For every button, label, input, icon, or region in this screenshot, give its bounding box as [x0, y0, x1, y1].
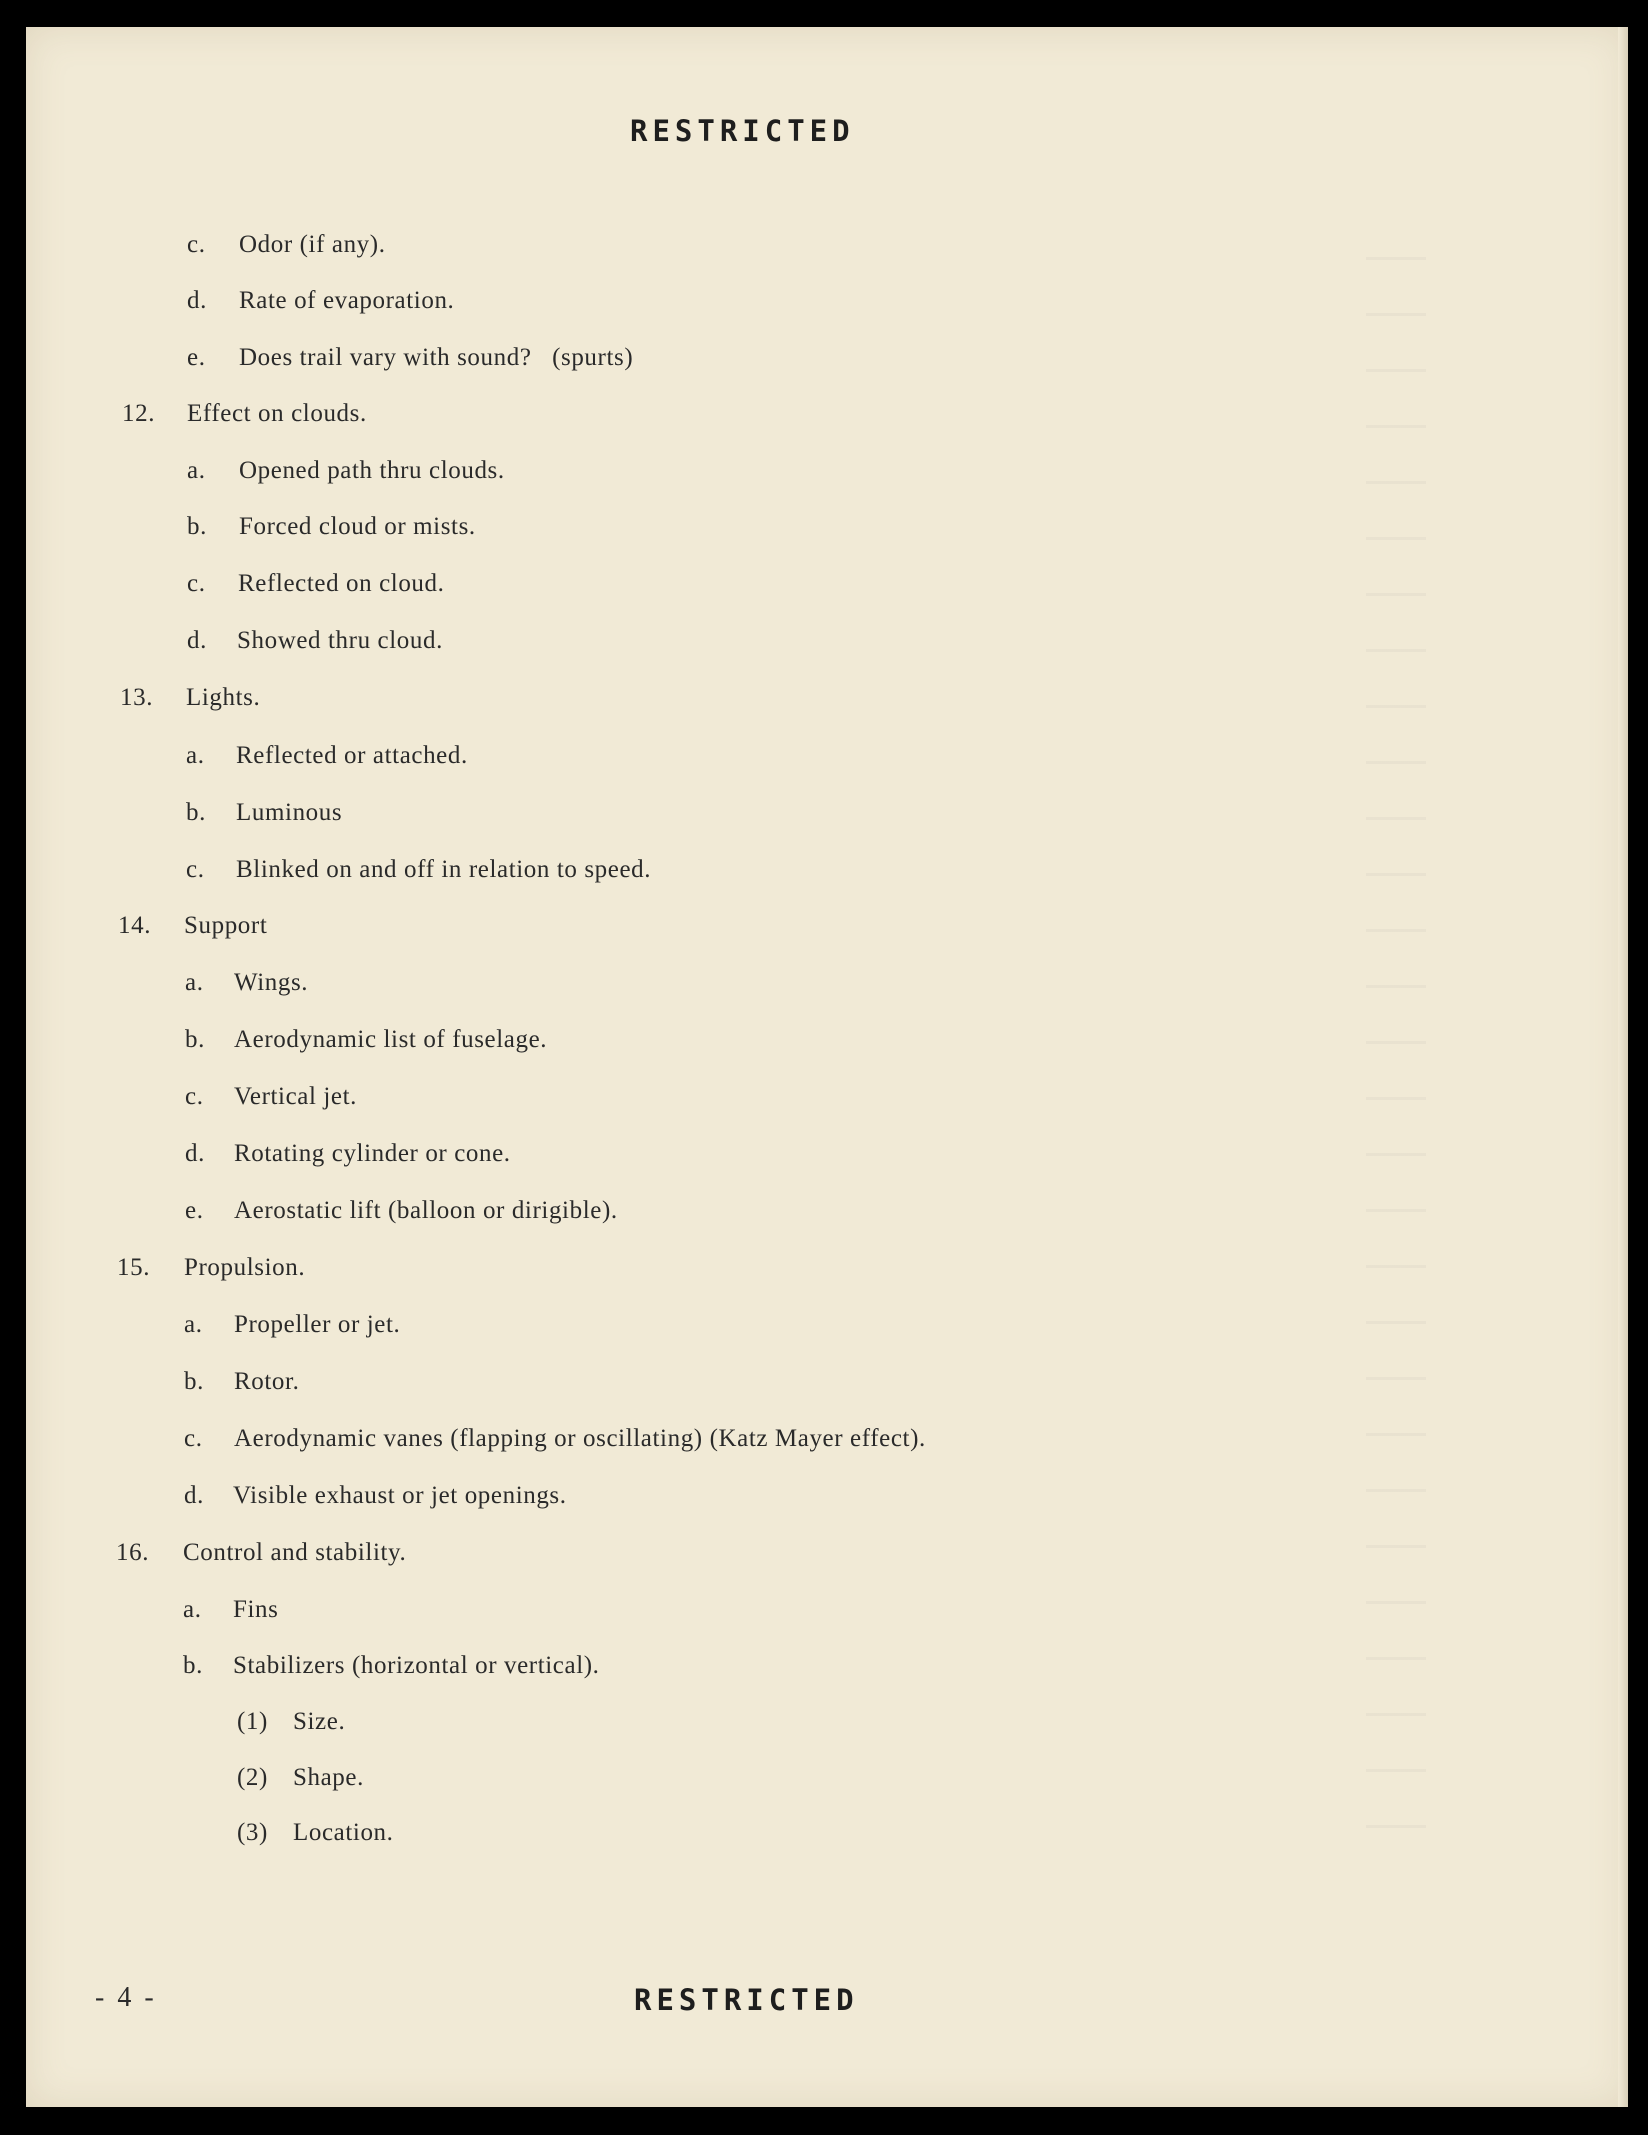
- item-label: d.: [187, 627, 207, 654]
- item-label: (1): [237, 1708, 268, 1735]
- item-label: a.: [184, 1311, 203, 1338]
- list-item: [185, 1083, 358, 1111]
- item-label: 12.: [122, 400, 156, 427]
- footer-classification: RESTRICTED: [634, 1983, 859, 2017]
- item-label: c.: [186, 856, 205, 883]
- item-label: (2): [237, 1764, 268, 1791]
- page-edge: [1618, 27, 1628, 2107]
- item-text: Fins: [233, 1596, 279, 1623]
- item-text: Odor (if any).: [239, 231, 386, 258]
- item-label: a.: [187, 457, 206, 484]
- list-item: [185, 1197, 618, 1225]
- list-item: [116, 1539, 407, 1567]
- list-item: [184, 1482, 567, 1510]
- item-text: Wings.: [234, 969, 309, 996]
- item-text: Visible exhaust or jet openings.: [233, 1482, 567, 1509]
- item-text: Rotor.: [234, 1368, 300, 1395]
- item-text: Luminous: [236, 799, 343, 826]
- item-label: c.: [185, 1083, 204, 1110]
- item-label: d.: [187, 287, 207, 314]
- list-item: [187, 231, 386, 259]
- item-label: e.: [187, 344, 206, 371]
- item-label: a.: [186, 742, 205, 769]
- list-item: [186, 856, 652, 884]
- list-item: [187, 287, 455, 315]
- list-item: [118, 912, 268, 940]
- item-label: 16.: [116, 1539, 150, 1566]
- item-label: c.: [184, 1425, 203, 1452]
- list-item: [185, 1026, 548, 1054]
- list-item: [237, 1764, 364, 1792]
- item-text: Support: [184, 912, 268, 939]
- list-item: [183, 1652, 600, 1680]
- item-label: c.: [187, 231, 206, 258]
- page-number: - 4 -: [95, 1982, 157, 2013]
- item-text: Propulsion.: [184, 1254, 306, 1281]
- list-item: [187, 513, 476, 541]
- item-text: Reflected or attached.: [236, 742, 468, 769]
- item-label: b.: [187, 513, 207, 540]
- document-page: [26, 27, 1628, 2107]
- item-label: a.: [185, 969, 204, 996]
- item-label: 13.: [120, 684, 154, 711]
- item-label: b.: [186, 799, 206, 826]
- list-item: [237, 1819, 394, 1847]
- bleed-through-marks: [1366, 257, 1426, 1857]
- item-text: Rate of evaporation.: [239, 287, 455, 314]
- list-item: [184, 1368, 300, 1396]
- list-item: [187, 627, 443, 655]
- list-item: [183, 1596, 279, 1624]
- list-item: [120, 684, 261, 712]
- list-item: [184, 1425, 926, 1453]
- item-text: Rotating cylinder or cone.: [234, 1140, 511, 1167]
- list-item: [185, 969, 309, 997]
- item-text: Size.: [293, 1708, 346, 1735]
- item-label: d.: [184, 1482, 204, 1509]
- list-item: [186, 799, 343, 827]
- item-label: b.: [184, 1368, 204, 1395]
- item-text: Aerodynamic vanes (flapping or oscillating) (Katz Mayer effect).: [234, 1425, 926, 1452]
- item-label: c.: [187, 570, 206, 597]
- item-label: e.: [185, 1197, 204, 1224]
- list-item: [185, 1140, 511, 1168]
- item-text: Aerodynamic list of fuselage.: [234, 1026, 548, 1053]
- item-label: b.: [185, 1026, 205, 1053]
- item-label: b.: [183, 1652, 203, 1679]
- item-label: a.: [183, 1596, 202, 1623]
- item-label: d.: [185, 1140, 205, 1167]
- list-item: [117, 1254, 306, 1282]
- header-classification: RESTRICTED: [630, 114, 855, 148]
- item-label: (3): [237, 1819, 268, 1846]
- list-item: [187, 457, 505, 485]
- list-item: [187, 570, 445, 598]
- item-text: Propeller or jet.: [234, 1311, 401, 1338]
- list-item: [122, 400, 367, 428]
- item-text: Shape.: [293, 1764, 364, 1791]
- item-text: Blinked on and off in relation to speed.: [236, 856, 652, 883]
- item-text: Showed thru cloud.: [237, 627, 443, 654]
- list-item: [237, 1708, 346, 1736]
- item-text: Control and stability.: [183, 1539, 407, 1566]
- item-text: Lights.: [186, 684, 261, 711]
- item-text: Vertical jet.: [234, 1083, 358, 1110]
- item-text: Location.: [293, 1819, 394, 1846]
- item-text: Does trail vary with sound? (spurts): [239, 344, 634, 371]
- item-text: Forced cloud or mists.: [239, 513, 476, 540]
- item-text: Reflected on cloud.: [238, 570, 445, 597]
- item-label: 15.: [117, 1254, 151, 1281]
- item-label: 14.: [118, 912, 152, 939]
- list-item: [187, 344, 634, 372]
- list-item: [184, 1311, 401, 1339]
- item-text: Effect on clouds.: [187, 400, 367, 427]
- item-text: Opened path thru clouds.: [239, 457, 505, 484]
- list-item: [186, 742, 468, 770]
- item-text: Stabilizers (horizontal or vertical).: [233, 1652, 600, 1679]
- item-text: Aerostatic lift (balloon or dirigible).: [234, 1197, 618, 1224]
